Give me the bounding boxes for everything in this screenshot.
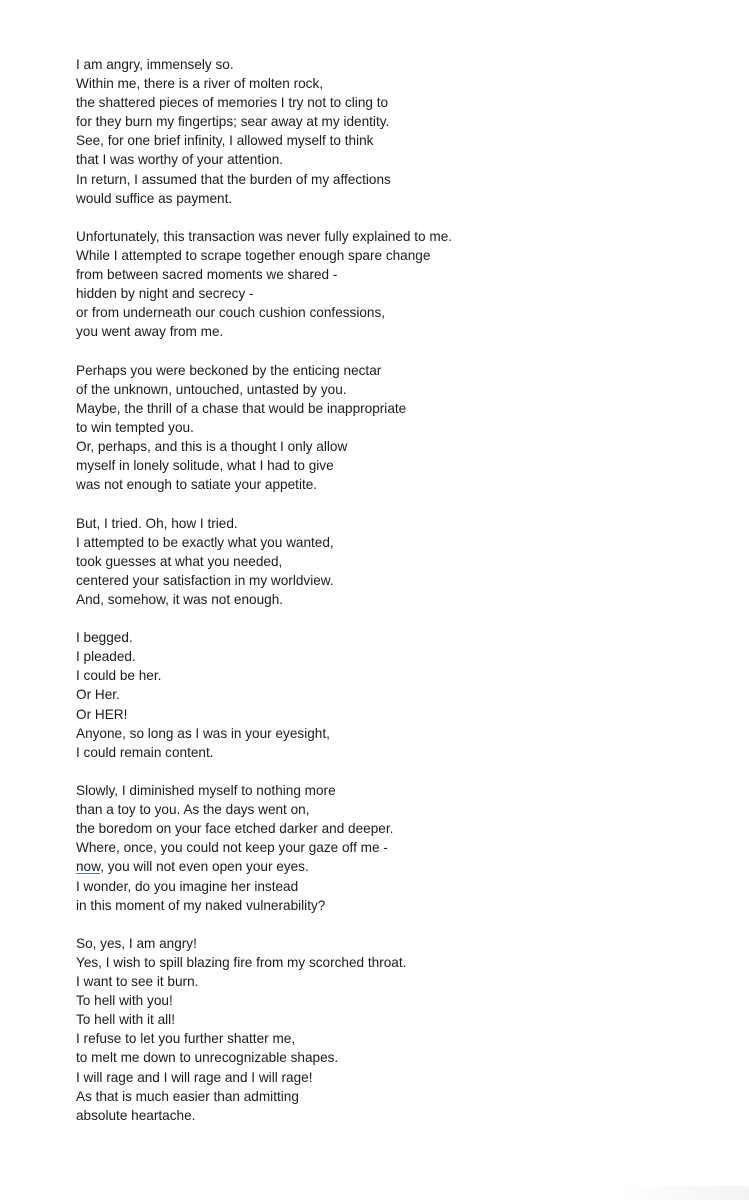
- poem-line: Within me, there is a river of molten rock,: [76, 76, 324, 92]
- poem-body: [76, 55, 716, 1144]
- poem-line: To hell with it all!: [76, 1012, 175, 1028]
- poem-line: Perhaps you were beckoned by the enticing nectar: [76, 362, 382, 378]
- poem-line: And, somehow, it was not enough.: [76, 591, 284, 607]
- poem-line: for they burn my fingertips; sear away at my identity.: [76, 114, 390, 130]
- poem-line: I will rage and I will rage and I will rage!: [76, 1069, 313, 1085]
- stanza: [76, 514, 716, 609]
- poem-line: To hell with you!: [76, 993, 173, 1009]
- poem-line: Or HER!: [76, 706, 128, 722]
- poem-line: In return, I assumed that the burden of my affections: [76, 171, 391, 187]
- poem-line: that I was worthy of your attention.: [76, 152, 284, 168]
- poem-line: to win tempted you.: [76, 419, 194, 435]
- poem-line: I am angry, immensely so.: [76, 57, 234, 72]
- poem-line: Unfortunately, this transaction was never fully explained to me.: [76, 228, 453, 244]
- stanza: [76, 934, 716, 1125]
- poem-line: I attempted to be exactly what you wanted,: [76, 534, 334, 550]
- poem-line: I could remain content.: [76, 744, 214, 760]
- poem-line: I begged.: [76, 630, 133, 646]
- poem-line: from between sacred moments we shared -: [76, 267, 338, 283]
- poem-line: would suffice as payment.: [76, 190, 233, 206]
- poem-line: While I attempted to scrape together enough spare change: [76, 248, 431, 264]
- poem-line: Or, perhaps, and this is a thought I only allow: [76, 439, 348, 455]
- poem-line: was not enough to satiate your appetite.: [76, 477, 318, 493]
- poem-line: myself in lonely solitude, what I had to give: [76, 458, 334, 474]
- stanza: [76, 227, 716, 342]
- stanza: [76, 55, 716, 208]
- poem-line: As that is much easier than admitting: [76, 1088, 299, 1104]
- poem-line: Or Her.: [76, 687, 120, 703]
- poem-line: I refuse to let you further shatter me,: [76, 1031, 296, 1047]
- poem-line: Slowly, I diminished myself to nothing more: [76, 783, 336, 799]
- poem-line: or from underneath our couch cushion confessions,: [76, 305, 386, 321]
- poem-line: Yes, I wish to spill blazing fire from my scorched throat.: [76, 954, 407, 970]
- stanza: [76, 628, 716, 762]
- poem-line: I want to see it burn.: [76, 974, 199, 990]
- poem-line: now, you will not even open your eyes.: [76, 859, 309, 875]
- poem-line: than a toy to you. As the days went on,: [76, 802, 310, 818]
- poem-line: But, I tried. Oh, how I tried.: [76, 515, 238, 531]
- poem-line: absolute heartache.: [76, 1107, 196, 1123]
- spellcheck-underline: now: [76, 859, 101, 875]
- stanza: [76, 361, 716, 495]
- poem-line: I could be her.: [76, 668, 162, 684]
- poem-line: the shattered pieces of memories I try not to cling to: [76, 95, 389, 111]
- poem-line: of the unknown, untouched, untasted by you.: [76, 381, 347, 397]
- poem-line: hidden by night and secrecy -: [76, 286, 254, 302]
- poem-line: to melt me down to unrecognizable shapes.: [76, 1050, 339, 1066]
- poem-line: I pleaded.: [76, 649, 136, 665]
- stanza: [76, 781, 716, 915]
- poem-line: Where, once, you could not keep your gaze off me -: [76, 840, 388, 856]
- poem-line: Maybe, the thrill of a chase that would be inappropriate: [76, 400, 407, 416]
- poem-line: in this moment of my naked vulnerability?: [76, 897, 326, 913]
- poem-line: I wonder, do you imagine her instead: [76, 878, 299, 894]
- poem-line: the boredom on your face etched darker and deeper.: [76, 821, 394, 837]
- poem-line: you went away from me.: [76, 324, 224, 340]
- poem-line: See, for one brief infinity, I allowed myself to think: [76, 133, 374, 149]
- page-corner-shadow: [619, 1186, 749, 1200]
- poem-line: So, yes, I am angry!: [76, 935, 197, 951]
- poem-line: centered your satisfaction in my worldview.: [76, 572, 334, 588]
- poem-line: Anyone, so long as I was in your eyesight,: [76, 725, 330, 741]
- poem-line: took guesses at what you needed,: [76, 553, 283, 569]
